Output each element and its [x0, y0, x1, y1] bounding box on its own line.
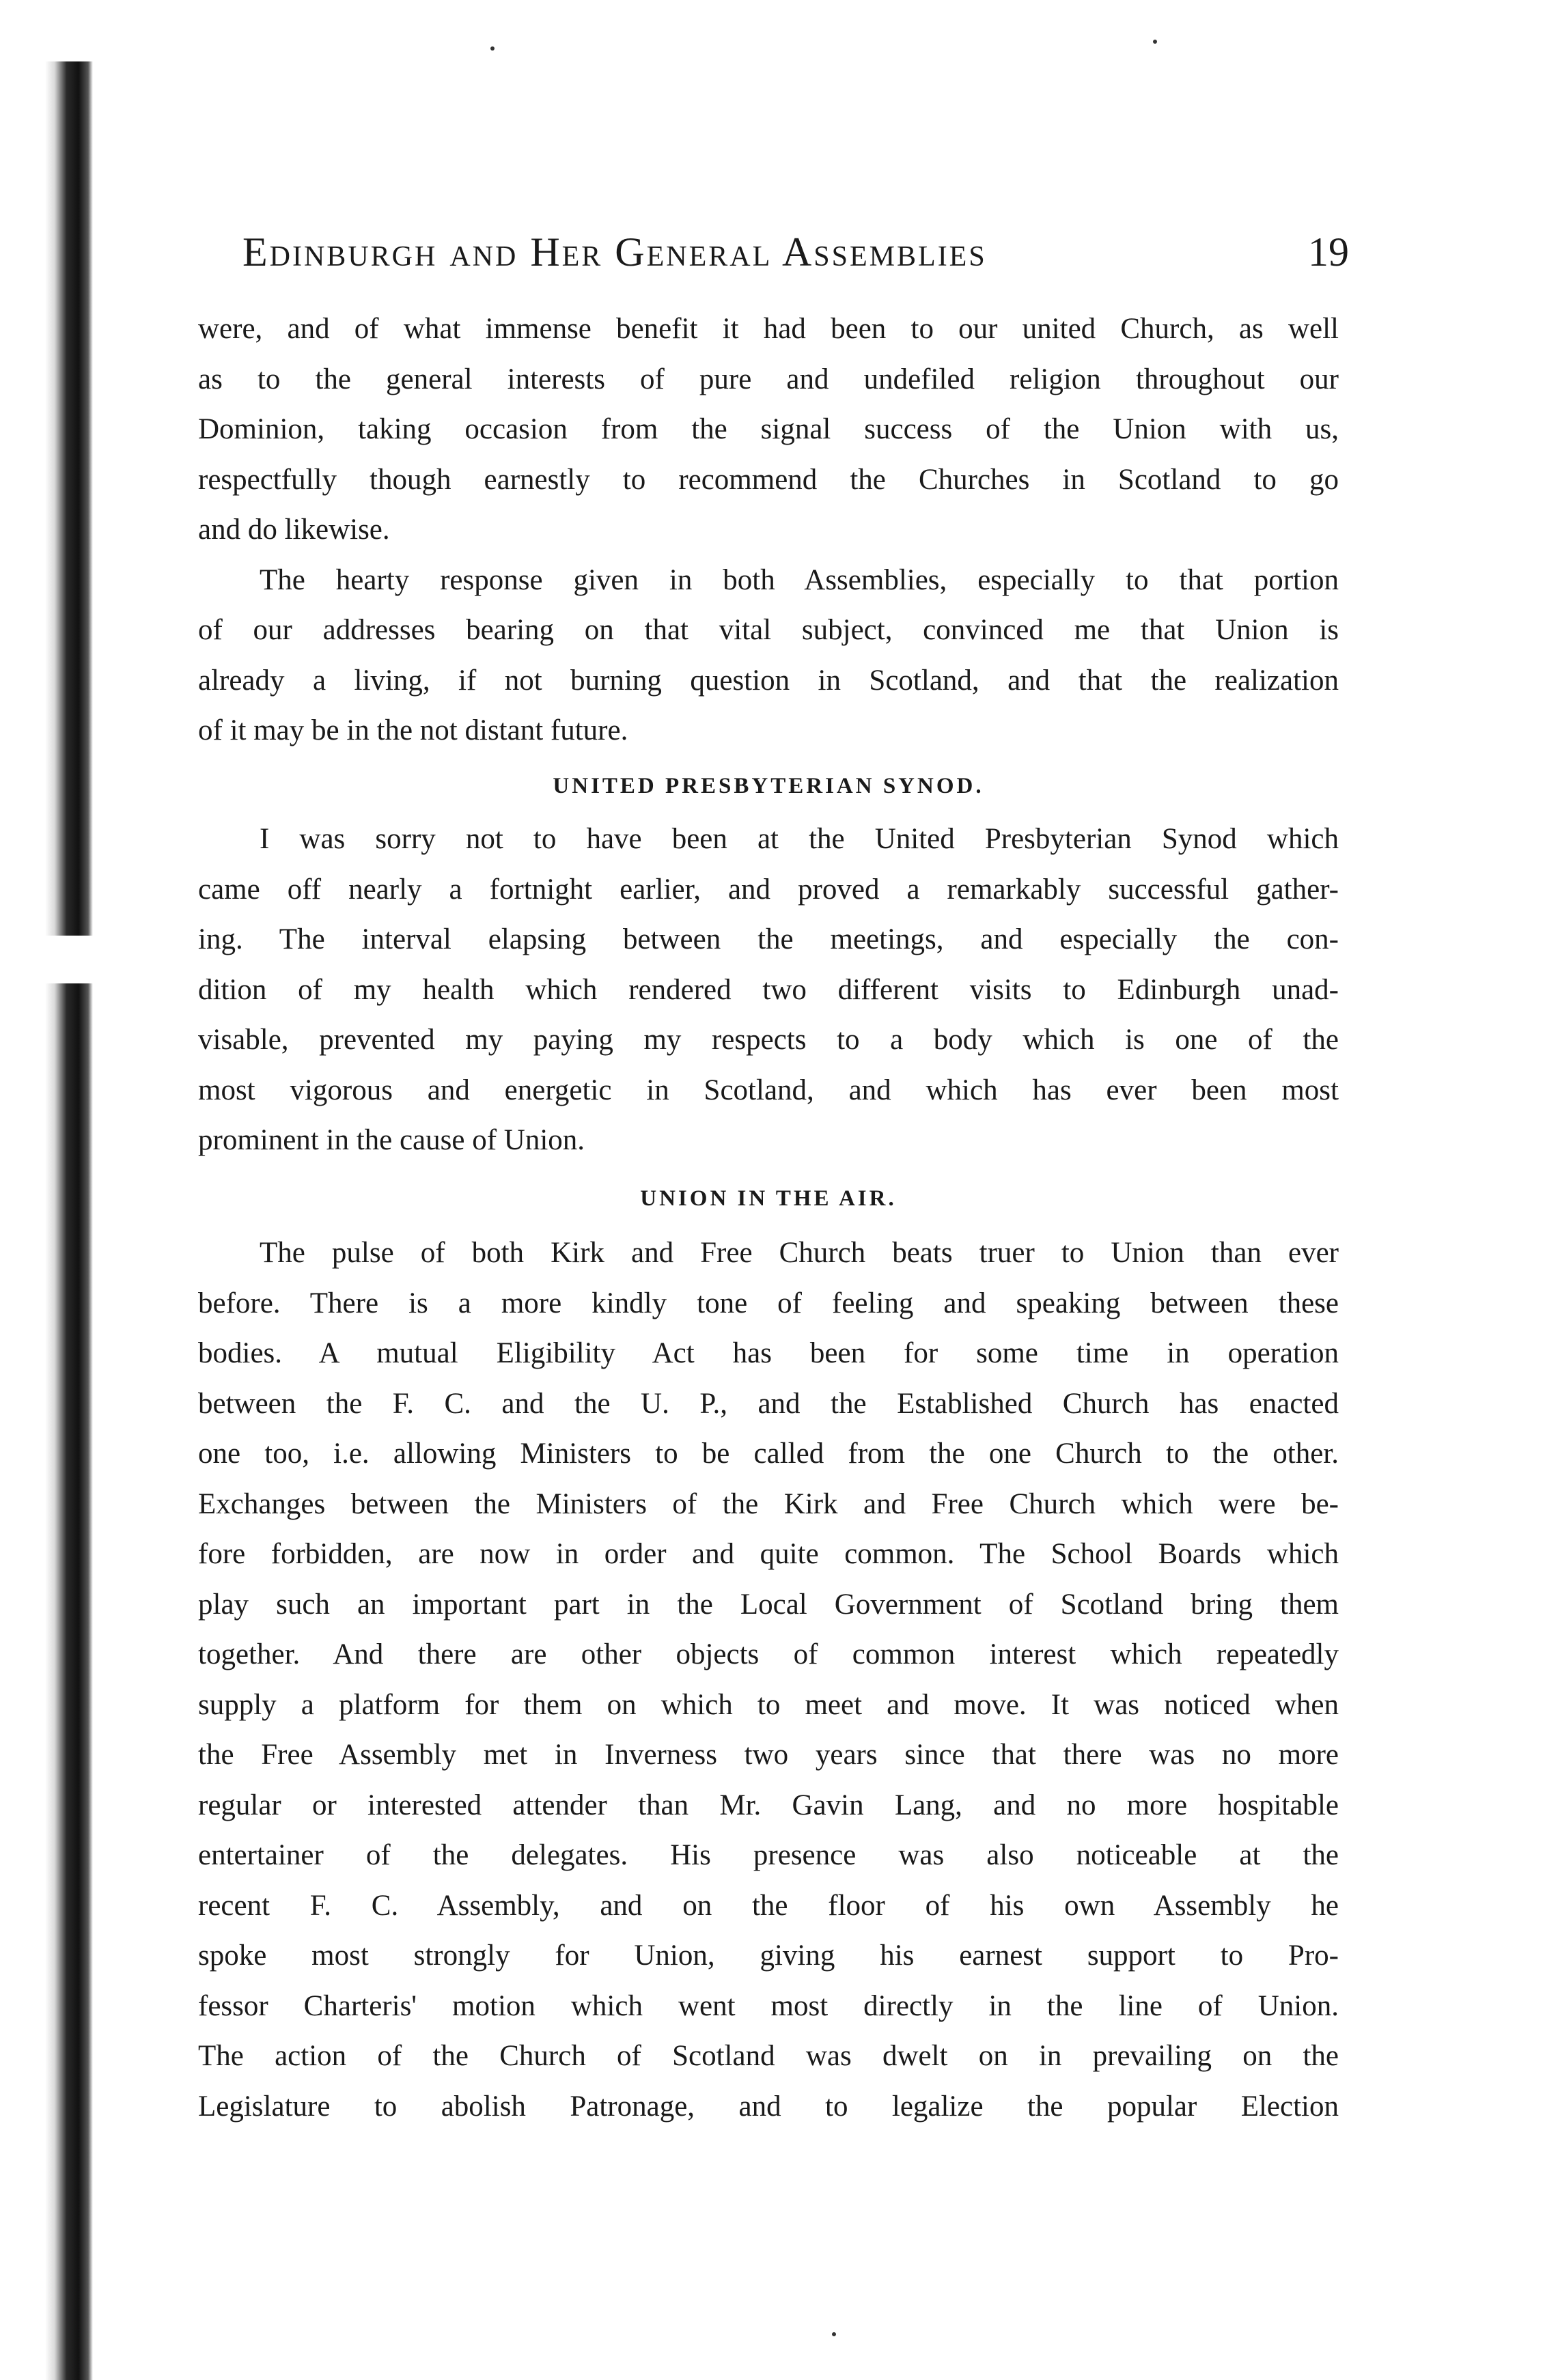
- page-number: 19: [1308, 229, 1349, 275]
- binding-gap: [41, 936, 102, 983]
- paragraph-1: [198, 304, 1339, 555]
- text-line: and do likewise.: [198, 514, 390, 546]
- text-line: were, and of what immense benefit it had been to our united Church, as well: [198, 313, 1339, 345]
- ink-speck: [1153, 40, 1157, 44]
- text-line: the Free Assembly met in Inverness two years since that there was no more: [198, 1739, 1339, 1771]
- text-line: Legislature to abolish Patronage, and to legalize the popular Election: [198, 2090, 1339, 2123]
- text-line: most vigorous and energetic in Scotland, and which has ever been most: [198, 1074, 1339, 1106]
- text-line: play such an important part in the Local Government of Scotland bring them: [198, 1588, 1339, 1621]
- text-line: regular or interested attender than Mr. Gavin Lang, and no more hospitable: [198, 1789, 1339, 1821]
- text-line: respectfully though earnestly to recommend the Churches in Scotland to go: [198, 463, 1339, 496]
- text-line: dition of my health which rendered two different visits to Edinburgh unad-: [198, 973, 1339, 1006]
- text-line: The pulse of both Kirk and Free Church beats truer to Union than ever: [260, 1237, 1339, 1269]
- section-heading-union-in-the-air: UNION IN THE AIR.: [640, 1186, 897, 1211]
- running-title: Edinburgh and Her General Assemblies: [242, 229, 987, 275]
- text-line: of our addresses bearing on that vital subject, convinced me that Union is: [198, 614, 1339, 646]
- text-line: The action of the Church of Scotland was dwelt on in prevailing on the: [198, 2040, 1339, 2072]
- text-line: I was sorry not to have been at the United Presbyterian Synod which: [260, 823, 1339, 855]
- text-line: of it may be in the not distant future.: [198, 714, 628, 746]
- text-line: bodies. A mutual Eligibility Act has been for some time in operation: [198, 1337, 1339, 1369]
- text-line: together. And there are other objects of common interest which repeatedly: [198, 1638, 1339, 1670]
- text-line: supply a platform for them on which to meet and move. It was noticed when: [198, 1688, 1339, 1721]
- text-line: The hearty response given in both Assemblies, especially to that portion: [260, 563, 1339, 596]
- paragraph-2: [198, 555, 1339, 756]
- text-line: prominent in the cause of Union.: [198, 1124, 585, 1156]
- text-line: before. There is a more kindly tone of feeling and speaking between these: [198, 1287, 1339, 1319]
- ink-speck: [490, 46, 495, 51]
- text-line: Exchanges between the Ministers of the Kirk and Free Church which were be-: [198, 1487, 1339, 1520]
- text-line: fore forbidden, are now in order and quite common. The School Boards which: [198, 1538, 1339, 1570]
- text-line: one too, i.e. allowing Ministers to be called from the one Church to the other.: [198, 1438, 1339, 1470]
- text-line: came off nearly a fortnight earlier, and proved a remarkably successful gather-: [198, 873, 1339, 906]
- text-line: already a living, if not burning question in Scotland, and that the realization: [198, 664, 1339, 697]
- text-line: Dominion, taking occasion from the signal success of the Union with us,: [198, 413, 1339, 445]
- page-header: [242, 229, 1349, 283]
- text-line: entertainer of the delegates. His presence was also noticeable at the: [198, 1839, 1339, 1871]
- paragraph-4: [198, 1228, 1339, 2131]
- text-line: recent F. C. Assembly, and on the floor of his own Assembly he: [198, 1889, 1339, 1922]
- page-binding-edge: [45, 61, 93, 2380]
- paragraph-3: [198, 814, 1339, 1166]
- page-body: [198, 304, 1339, 2131]
- text-line: ing. The interval elapsing between the meetings, and especially the con-: [198, 923, 1339, 955]
- ink-speck: [832, 2332, 836, 2336]
- text-line: visable, prevented my paying my respects to a body which is one of the: [198, 1024, 1339, 1056]
- section-heading-united-presbyterian-synod: UNITED PRESBYTERIAN SYNOD.: [553, 773, 984, 798]
- text-line: spoke most strongly for Union, giving his earnest support to Pro-: [198, 1940, 1339, 1972]
- text-line: fessor Charteris' motion which went most directly in the line of Union.: [198, 1989, 1339, 2022]
- text-line: as to the general interests of pure and undefiled religion throughout our: [198, 363, 1339, 395]
- text-line: between the F. C. and the U. P., and the Established Church has enacted: [198, 1387, 1339, 1420]
